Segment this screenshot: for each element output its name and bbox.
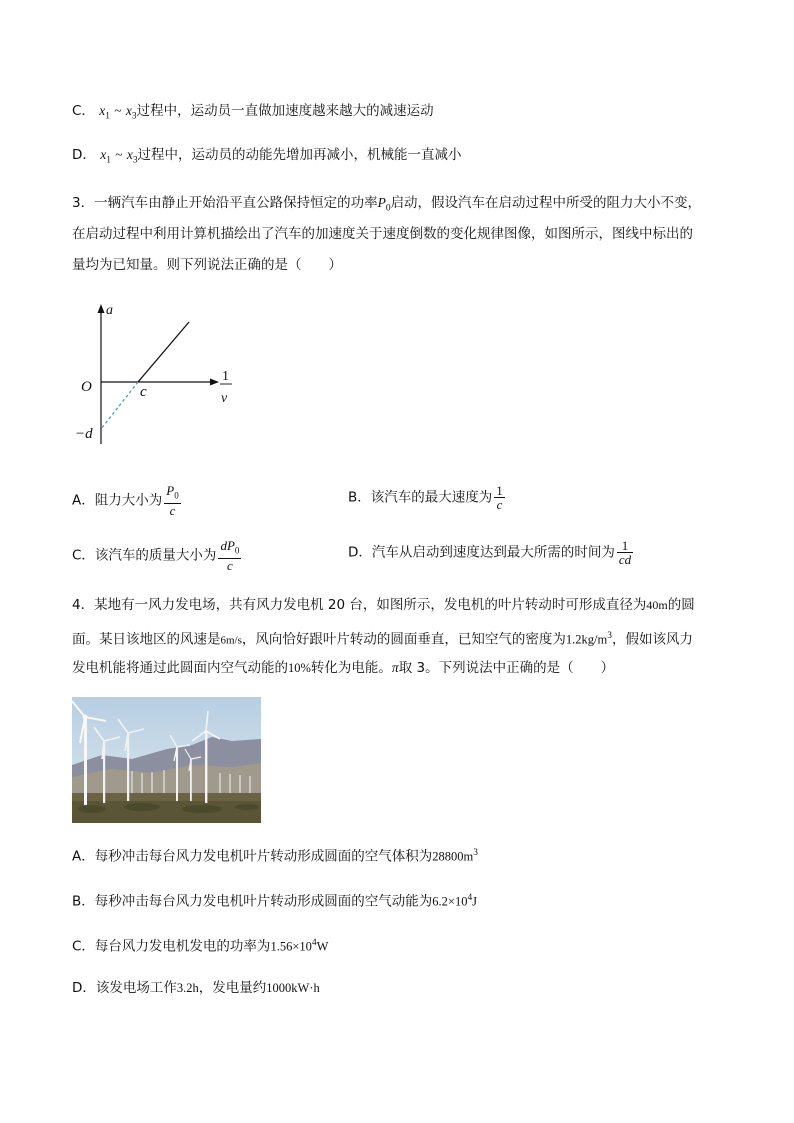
variable-x1: x (100, 147, 107, 162)
stem-text: ，假如该风力 (611, 631, 693, 648)
fraction: $\frac{1}{cd}$ (618, 538, 632, 567)
option-text: C．该汽车的质量大小为 (72, 547, 217, 564)
origin-label: O (81, 379, 92, 395)
stem-text: ，风向恰好跟叶片转动的圆面垂直，已知空气的密度为 (241, 631, 566, 648)
option-text: A．每秒冲击每台风力发电机叶片转动形成圆面的空气体积为 (72, 848, 433, 865)
option-value: 1.56×10 (270, 939, 312, 954)
option-text: D．汽车从启动到速度达到最大所需的时间为 (348, 544, 615, 561)
power-symbol: P (377, 195, 386, 210)
stem-text: 启动，假设汽车在启动过程中所受的阻力大小不变， (390, 195, 702, 211)
subscript: 1 (106, 155, 111, 166)
percent-value: 10% (288, 661, 311, 675)
option-label: D． (72, 147, 96, 163)
tilde: ~ (115, 147, 123, 162)
dashed-extension (101, 382, 138, 429)
option-text: B．每秒冲击每台风力发电机叶片转动形成圆面的空气动能为 (72, 893, 433, 910)
subscript: 3 (131, 111, 137, 122)
wind-speed-value: 6m/s (220, 634, 242, 647)
q4-option-c: C．每台风力发电机发电的功率为$1.56\times 10^4W$ (72, 938, 329, 955)
fraction: $\frac{1}{c}$ (496, 483, 503, 512)
stem-text: 的圆 (667, 597, 695, 613)
energy-value: 1000kW·h (266, 981, 320, 995)
subscript: 1 (105, 111, 110, 122)
diameter-value: 40m (646, 598, 668, 612)
stem-text: 4．某地有一风力发电场，共有风力发电机 20 台，如图所示，发电机的叶片转动时可形成直径为 (72, 597, 647, 613)
option-text: A．阻力大小为 (72, 492, 163, 509)
q3-stem-line-1 (72, 193, 701, 219)
x-axis-label-denominator: v (221, 391, 228, 406)
intercept-d-label: −d (75, 426, 93, 442)
stem-text: 转化为电能。 (310, 660, 392, 676)
option-text: D．该发电场工作 (72, 980, 177, 996)
q2-option-d (72, 145, 462, 171)
q4-option-a: A．每秒冲击每台风力发电机叶片转动形成圆面的空气体积为$28800m^3$ (72, 848, 478, 865)
variable-x3: x (126, 147, 133, 162)
fraction: $\frac{dP_0}{c}$ (220, 538, 240, 573)
hours-value: 3.2h (176, 981, 199, 995)
variable-x3: x (125, 103, 132, 118)
y-axis-label: a (106, 303, 113, 318)
q3-option-b (348, 484, 505, 511)
option-value: 28800m (432, 849, 474, 864)
wind-turbine-photo (72, 697, 261, 823)
subscript: 0 (385, 203, 391, 214)
tilde: ~ (114, 103, 122, 118)
q4-stem-line-3 (72, 658, 614, 678)
graph-line (138, 322, 189, 382)
density-value: 1.2kg/m (565, 632, 608, 647)
option-text: B．该汽车的最大速度为 (348, 489, 493, 506)
variable-x1: x (99, 103, 106, 118)
x-axis-arrow (210, 379, 219, 386)
acceleration-vs-inverse-velocity-graph (70, 298, 250, 448)
q3-stem-line-2: 在启动过程中利用计算机描绘出了汽车的加速度关于速度倒数的变化规律图像，如图所示，图线中标出的 (72, 226, 693, 242)
intercept-c-label: c (140, 384, 147, 400)
q3-option-a (72, 484, 181, 517)
y-axis-arrow (98, 304, 105, 313)
stem-text: 面。某日该地区的风速是 (72, 631, 221, 648)
stem-text: 取 3。下列说法中正确的是（ ） (398, 660, 615, 676)
option-text: 过程中，运动员的动能先增加再减小，机械能一直减小 (137, 147, 462, 163)
q4-stem-line-1 (72, 595, 695, 615)
q4-option-d (72, 978, 320, 998)
q3-option-d (348, 539, 633, 566)
option-text: ，发电量约 (198, 980, 267, 996)
option-value: 6.2×10 (432, 894, 468, 909)
q3-stem-line-3: 量均为已知量。则下列说法正确的是（ ） (72, 257, 342, 273)
subscript: 3 (132, 155, 138, 166)
option-text: C．每台风力发电机发电的功率为 (72, 938, 271, 955)
q3-option-c (72, 539, 241, 572)
stem-text: 发电机能将通过此圆面内空气动能的 (72, 660, 288, 676)
x-axis-label-numerator: 1 (222, 369, 229, 384)
pi-symbol: π (391, 660, 399, 675)
option-label: C． (72, 103, 95, 119)
stem-text: 3．一辆汽车由静止开始沿平直公路保持恒定的功率 (72, 195, 378, 211)
fraction: $\frac{P_0}{c}$ (166, 483, 179, 518)
q2-option-c (72, 101, 434, 127)
q4-option-b: B．每秒冲击每台风力发电机叶片转动形成圆面的空气动能为$6.2\times 10^4J$ (72, 893, 478, 910)
option-text: 过程中，运动员一直做加速度越来越大的减速运动 (136, 103, 434, 119)
q4-stem-line-2: 面。某日该地区的风速是6m/s，风向恰好跟叶片转动的圆面垂直，已知空气的密度为$1.2kg/m^3$，假如该风力 (72, 631, 693, 648)
